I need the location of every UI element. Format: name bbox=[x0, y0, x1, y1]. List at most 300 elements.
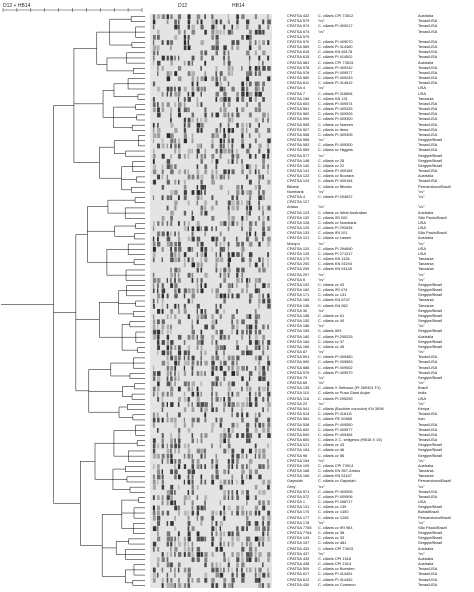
accession-name: "cv" bbox=[318, 307, 325, 313]
accession-id: CPATSA 136 bbox=[287, 302, 310, 308]
accession-origin: Texas/USA bbox=[418, 126, 438, 132]
accession-origin: Texas/USA bbox=[418, 111, 438, 117]
accession-id: CPATSA 141 bbox=[287, 168, 310, 174]
accession-name: C. ciliaris PI 409243 bbox=[318, 75, 353, 81]
accession-name: C. ciliaris PI 294637 bbox=[318, 193, 353, 199]
accession-name: C. ciliaris KN 51194 bbox=[318, 261, 352, 267]
accession-origin: Sergipe/Brazil bbox=[418, 162, 443, 168]
accession-id: CPATSA 171 bbox=[287, 292, 310, 298]
accession-name: C. ciliaris CPI 73512 bbox=[318, 13, 354, 18]
accession-origin: São Paulo/Brazil bbox=[418, 214, 447, 220]
accession-id: CPATSA 437 bbox=[287, 550, 310, 556]
accession-id: CPATSA 123 bbox=[287, 173, 310, 179]
accession-id: CPATSA 536 bbox=[287, 421, 310, 427]
accession-origin: USA bbox=[418, 85, 426, 91]
accession-origin: Tanzania bbox=[418, 473, 434, 479]
accession-id: CPATSA 121 bbox=[287, 442, 310, 448]
accession-id: CPATSA 439 bbox=[287, 555, 310, 561]
accession-origin: Australia bbox=[418, 333, 434, 339]
accession-name: C. ciliaris cv 1258 bbox=[318, 514, 349, 520]
accession-name: C. ciliaris cv Biloela bbox=[318, 183, 352, 189]
accession-origin: Texas/USA bbox=[418, 69, 438, 75]
accession-origin: Texas/USA bbox=[418, 369, 438, 375]
accession-id: CPATSA 157 bbox=[287, 540, 310, 546]
accession-name: C. ciliaris cv 33 bbox=[318, 535, 345, 541]
accession-name: C. ciliaris CPI 1518 bbox=[318, 555, 352, 561]
accession-name: C. ciliaris PI 409574 bbox=[318, 100, 353, 106]
accession-origin: Texas/USA bbox=[418, 142, 438, 148]
accession-id: CPATSA 578 bbox=[287, 64, 310, 70]
accession-name: C. ciliaris PI 316654 bbox=[318, 90, 353, 96]
accession-origin: Texas/USA bbox=[418, 18, 438, 24]
accession-id: CPATSA 612 bbox=[287, 576, 310, 582]
accession-id: CPATSA 558 bbox=[287, 131, 310, 137]
accession-origin: Australia bbox=[418, 561, 434, 567]
accession-id: CPATSA 133 bbox=[287, 230, 310, 236]
accession-name: C. ciliaris KN 557-Aridus bbox=[318, 468, 361, 474]
accession-name: C. ciliaris IRI 474 bbox=[318, 287, 348, 293]
accession-origin: Texas/USA bbox=[418, 75, 438, 81]
accession-id: CPATSA 580 bbox=[287, 75, 310, 81]
accession-origin: "cv" bbox=[418, 188, 425, 194]
accession-name: C. ciliaris PI 409583 bbox=[318, 359, 353, 365]
accession-origin: Texas/USA bbox=[418, 28, 438, 34]
accession-origin: Texas/USA bbox=[418, 54, 438, 60]
accession-name: C. ciliaris cv 22 bbox=[318, 162, 345, 168]
accession-name: C. ciliaris PI 409506 bbox=[318, 493, 353, 499]
accession-name: C. ciliaris cv Pusa Giant Anjan bbox=[318, 390, 370, 396]
accession-origin: "cv" bbox=[418, 483, 425, 489]
accession-name: C. ciliaris PI 416111 bbox=[318, 411, 353, 417]
accession-id: CPATSA 156 bbox=[287, 95, 310, 101]
accession-id: CPATSA 509 bbox=[287, 566, 310, 572]
accession-id: CPATSA 158 bbox=[287, 312, 310, 318]
accession-name: C. ciliaris cv 1450 bbox=[318, 509, 349, 515]
accession-name: "cv" bbox=[318, 323, 325, 329]
accession-origin: Sergipe/Brazil bbox=[418, 442, 443, 448]
accession-id: CPATSA 168 bbox=[287, 468, 310, 474]
accession-name: C. ciliaris KN 131 bbox=[318, 95, 348, 101]
accession-id: CPATSA 570 bbox=[287, 38, 310, 44]
accession-id: CPATSA 165 bbox=[287, 297, 310, 303]
accession-name: "cv" bbox=[318, 374, 325, 380]
accession-id: CPATSA 615 bbox=[287, 49, 310, 55]
accession-name: "cv" bbox=[318, 18, 325, 24]
accession-origin: Australia bbox=[418, 209, 434, 215]
accession-origin: Texas/USA bbox=[418, 106, 438, 112]
accession-name: "cv" bbox=[318, 271, 325, 277]
accession-name: C. ciliaris cv llano bbox=[318, 126, 349, 132]
accession-origin: Sergipe/Brazil bbox=[418, 535, 443, 541]
accession-origin: Sergipe/Brazil bbox=[418, 287, 443, 293]
accession-name: C. ciliaris KN 1126 bbox=[318, 256, 350, 262]
accession-origin: Sergipe/Brazil bbox=[418, 504, 443, 510]
accession-name: C. ciliaris PI 409577 bbox=[318, 69, 353, 75]
accession-id: CPATSA 140 bbox=[287, 162, 310, 168]
accession-origin: Tanzania bbox=[418, 95, 434, 101]
accession-id: CPATSA 579 bbox=[287, 33, 310, 39]
accession-id: CPATSA 602 bbox=[287, 426, 310, 432]
accession-origin: Texas/USA bbox=[418, 147, 438, 153]
accession-name: C. ciliaris PI 409502 bbox=[318, 364, 353, 370]
accession-id: CPATSA 571 bbox=[287, 488, 310, 494]
accession-name: C. ciliaris cv 40 bbox=[318, 318, 345, 324]
accession-origin: Texas/USA bbox=[418, 178, 438, 184]
accession-origin: Tanzania bbox=[418, 297, 434, 303]
accession-id: Gayndah bbox=[287, 478, 303, 484]
accession-name: "cv" bbox=[318, 152, 325, 158]
accession-name: C. ciliaris PI 409464 bbox=[318, 431, 353, 437]
lane-header-d12: D12 bbox=[178, 3, 188, 9]
accession-origin: Australia bbox=[418, 462, 434, 468]
accession-origin: "cv" bbox=[418, 457, 425, 463]
accession-origin: Texas/USA bbox=[418, 581, 438, 587]
accession-origin: Tanzania bbox=[418, 302, 434, 308]
accession-id: CPATSA 182 bbox=[287, 287, 310, 293]
scale-label: D12 + HB14 bbox=[3, 3, 31, 9]
accession-origin: USA bbox=[418, 90, 426, 96]
accession-origin: Texas/USA bbox=[418, 23, 438, 29]
accession-id: CPATSA 159 bbox=[287, 328, 310, 334]
accession-name: C. ciliaris cv 56 bbox=[318, 452, 345, 458]
accession-name: C. ciliaris cv 46 bbox=[318, 447, 345, 453]
accession-name: C. ciliaris PE 00868 bbox=[318, 416, 352, 422]
accession-name: C. ciliaris CPI 73515 bbox=[318, 59, 354, 65]
accession-name: "cv" bbox=[318, 28, 325, 34]
accession-origin: USA bbox=[418, 245, 426, 251]
accession-origin: USA bbox=[418, 250, 426, 256]
accession-id: Grey bbox=[287, 483, 296, 489]
accession-name: C. ciliaris KN 51167 bbox=[318, 473, 352, 479]
accession-name: "cv" bbox=[318, 85, 325, 91]
accession-id: CPATSA 7765 bbox=[287, 524, 312, 530]
accession-origin: Texas/USA bbox=[418, 437, 438, 443]
accession-id: CPATSA 430 bbox=[287, 581, 310, 587]
accession-name: C. ciliaris cv Lawes bbox=[318, 235, 352, 241]
accession-origin: Sergipe/Brazil bbox=[418, 292, 443, 298]
accession-id: CPATSA 143 bbox=[287, 535, 310, 541]
accession-origin: Tanzania bbox=[418, 266, 434, 272]
accession-name: C. ciliaris cv 139 bbox=[318, 504, 347, 510]
accession-name: "cv" bbox=[318, 400, 325, 406]
accession-origin: São Paulo/Brazil bbox=[418, 230, 447, 236]
accession-id: CPATSA 205 bbox=[287, 266, 310, 272]
accession-id: CPATSA 559 bbox=[287, 147, 310, 153]
accession-name: C. ciliaris CPI 73915 bbox=[318, 545, 354, 551]
accession-name: C. ciliaris cv Higgins bbox=[318, 147, 353, 153]
accession-id: CPATSA 514 bbox=[287, 411, 310, 417]
accession-origin: Australia bbox=[418, 545, 434, 551]
accession-origin: Sergipe/Brazil bbox=[418, 137, 443, 143]
accession-name: C. ciliaris PI 295259 bbox=[318, 395, 353, 401]
accession-id: CPATSA 438 bbox=[287, 561, 310, 567]
accession-id: CPATSA 79 bbox=[287, 374, 308, 380]
accession-name: "cv" bbox=[318, 457, 325, 463]
accession-origin: Texas/USA bbox=[418, 576, 438, 582]
accession-id: CPATSA 186 bbox=[287, 323, 310, 329]
accession-name: C. ciliaris 509 bbox=[318, 328, 342, 334]
accession-origin: Sergipe/Brazil bbox=[418, 281, 443, 287]
accession-name: C. ciliaris KN 6747 bbox=[318, 297, 351, 303]
accession-origin: Pernambuco/Brazil bbox=[418, 514, 451, 520]
accession-id: CPATSA 541 bbox=[287, 406, 310, 411]
accession-origin: Australia bbox=[418, 555, 434, 561]
lane-header-hb14: HB14 bbox=[232, 3, 245, 9]
accession-origin: Australia bbox=[418, 13, 434, 18]
accession-name: C. ciliaris cv 43 bbox=[318, 442, 345, 448]
accession-id: CPATSA 5 bbox=[287, 276, 306, 282]
accession-name: C. ciliaris cv Gayndah bbox=[318, 478, 356, 484]
accession-origin: "cv" bbox=[418, 323, 425, 329]
accession-id: CPATSA 572 bbox=[287, 493, 310, 499]
accession-origin: Sergipe/Brazil bbox=[418, 530, 443, 536]
accession-id: CPATSA 154 bbox=[287, 457, 310, 463]
accession-id: CPATSA 603 bbox=[287, 100, 310, 106]
accession-id: Biloela bbox=[287, 183, 299, 189]
accession-id: CPATSA 65 bbox=[287, 380, 308, 386]
accession-id: Numbank bbox=[287, 188, 304, 194]
accession-id: CPATSA 556 bbox=[287, 137, 310, 143]
accession-origin: Texas/USA bbox=[418, 426, 438, 432]
accession-origin: Texas/USA bbox=[418, 411, 438, 417]
accession-id: CPATSA 600 bbox=[287, 437, 310, 443]
accession-name: C. ciliaris X C. setigerus (HB18 X 15) bbox=[318, 437, 382, 443]
accession-id: CPATSA 125 bbox=[287, 250, 310, 256]
accession-name: C. ciliaris PI 414612 bbox=[318, 80, 353, 86]
accession-id: CPATSA 22 bbox=[287, 400, 308, 406]
accession-name: C. ciliaris PI 292634 bbox=[318, 225, 353, 231]
accession-id: CPATSA 170 bbox=[287, 509, 310, 515]
accession-name: C. ciliaris cv 37 bbox=[318, 338, 345, 344]
accession-id: CPATSA 574 bbox=[287, 28, 310, 34]
accession-origin: USA bbox=[418, 499, 426, 505]
accession-id: CPATSA 128 bbox=[287, 219, 310, 225]
accession-id: CPATSA 160 bbox=[287, 333, 310, 339]
accession-id: CPATSA 591 bbox=[287, 354, 310, 360]
accession-id: CPATSA 7764 bbox=[287, 530, 312, 536]
accession-name: "cv" bbox=[318, 240, 325, 246]
accession-name: C. ciliaris IRI 101 bbox=[318, 230, 348, 236]
accession-name: C. ciliaris PI 409570 bbox=[318, 369, 353, 375]
accession-origin: Sergipe/Brazil bbox=[418, 374, 443, 380]
accession-origin: Texas/USA bbox=[418, 571, 438, 577]
accession-origin: Sergipe/Brazil bbox=[418, 157, 443, 163]
accession-name: "cv" bbox=[318, 137, 325, 143]
accession-id: CPATSA 576 bbox=[287, 69, 310, 75]
accession-origin: "cv" bbox=[418, 519, 425, 525]
accession-id: CPATSA 110 bbox=[287, 390, 310, 396]
accession-name: C. ciliaris cv 61 bbox=[318, 312, 345, 318]
accession-name: "cv" bbox=[318, 188, 325, 194]
accession-origin: Bahia/Brazil bbox=[418, 509, 439, 515]
accession-name: C. ciliaris IRI 000 bbox=[318, 214, 348, 220]
accession-name: "cv" bbox=[318, 483, 325, 489]
accession-id: CPATSA 98 bbox=[287, 452, 308, 458]
accession-name: C. ciliaris PI 414460 bbox=[318, 44, 353, 50]
accession-origin: "cv" bbox=[418, 193, 425, 199]
accession-origin: Tanzania bbox=[418, 468, 434, 474]
accession-origin: Sergipe/Brazil bbox=[418, 540, 443, 546]
accession-id: CPATSA 30 bbox=[287, 307, 308, 313]
accession-id: CPATSA 130 bbox=[287, 318, 310, 324]
accession-name: C. ciliaris PI 409300 bbox=[318, 116, 353, 122]
accession-origin: Texas/USA bbox=[418, 488, 438, 494]
accession-id: CPATSA 574 bbox=[287, 23, 310, 29]
accession-name: C. ciliaris PI 409164 bbox=[318, 178, 353, 184]
accession-id: CPATSA 123 bbox=[287, 209, 310, 215]
accession-id: CPATSA 124 bbox=[287, 178, 310, 184]
accession-name: C. ciliaris PI 414452 bbox=[318, 576, 353, 582]
accession-name: C. ciliaris KN 562 bbox=[318, 302, 348, 308]
accession-origin: Texas/USA bbox=[418, 44, 438, 50]
accession-id: CPATSA 166 bbox=[287, 343, 310, 349]
accession-origin: Texas/USA bbox=[418, 121, 438, 127]
accession-origin: Australia bbox=[418, 173, 434, 179]
accession-name: C. ciliaris PI 409325 bbox=[318, 106, 353, 112]
accession-origin: Pernambuco/Brazil bbox=[418, 183, 451, 189]
accession-name: C. ciliaris PI 409217 bbox=[318, 23, 353, 29]
accession-name: C. ciliaris PI 409460 bbox=[318, 354, 353, 360]
accession-origin: Texas/USA bbox=[418, 493, 438, 499]
accession-name: "cv" bbox=[318, 550, 325, 556]
accession-name: "cv" bbox=[318, 276, 325, 282]
accession-id: CPATSA 207 bbox=[287, 271, 310, 277]
accession-id: CPATSA 4 bbox=[287, 85, 306, 91]
accession-name: C. ciliaris cv 131 bbox=[318, 292, 347, 298]
accession-id: CPATSA 433 bbox=[287, 545, 310, 551]
accession-origin: Texas/USA bbox=[418, 168, 438, 174]
accession-id: CPATSA 192 bbox=[287, 281, 310, 287]
accession-name: C. ciliaris cv 481 bbox=[318, 540, 347, 546]
accession-id: CPATSA 164 bbox=[287, 338, 310, 344]
accession-origin: "cv" bbox=[418, 240, 425, 246]
accession-name: C. ciliaris cv Boerden bbox=[318, 566, 355, 572]
accession-origin: Sergipe/Brazil bbox=[418, 452, 443, 458]
accession-name: C. ciliaris PI 268717 bbox=[318, 499, 353, 505]
accession-name: C. ciliaris cv West Australian bbox=[318, 209, 367, 215]
accession-id: Molopo bbox=[287, 240, 300, 246]
accession-origin: Texas/USA bbox=[418, 38, 438, 44]
accession-name: C. ciliaris PI 409305 bbox=[318, 131, 353, 137]
accession-id: CPATSA 599 bbox=[287, 116, 310, 122]
accession-name: C. ciliaris cv Numbank bbox=[318, 219, 357, 225]
accession-name: C. ciliaris cv 28 bbox=[318, 157, 345, 163]
accession-id: CPATSA 553 bbox=[287, 142, 310, 148]
accession-name: C. ciliaris PI 294690 bbox=[318, 245, 353, 251]
accession-name: C. ciliaris cv Boorara bbox=[318, 173, 354, 179]
accession-origin: "cv" bbox=[418, 400, 425, 406]
accession-name: C. ciliaris PI 271217 bbox=[318, 250, 353, 256]
accession-name: C. ciliaris PI 409164 bbox=[318, 168, 353, 174]
accession-id: CPATSA 579 bbox=[287, 18, 310, 24]
accession-origin: Tanzania bbox=[418, 261, 434, 267]
accession-name: C. ciliaris PI 409070 bbox=[318, 38, 353, 44]
accession-name: C. ciliaris KN 65178 bbox=[318, 49, 353, 55]
accession-origin: Texas/USA bbox=[418, 566, 438, 572]
accession-name: C. ciliaris cv Common bbox=[318, 581, 356, 587]
accession-origin: Sergipe/Brazil bbox=[418, 318, 443, 324]
accession-origin: Texas/USA bbox=[418, 131, 438, 137]
accession-id: CPATSA 132 bbox=[287, 214, 310, 220]
accession-name: C. ciliaris CPI 73914 bbox=[318, 462, 354, 468]
accession-id: CPATSA 7 bbox=[287, 90, 306, 96]
accession-id: CPATSA 87 bbox=[287, 349, 308, 355]
accession-name: C. ciliaris cv 38 bbox=[318, 530, 345, 536]
accession-id: CPATSA 590 bbox=[287, 359, 310, 365]
accession-origin: USA bbox=[418, 395, 426, 401]
accession-origin: USA bbox=[418, 225, 426, 231]
accession-id: CPATSA 505 bbox=[287, 121, 310, 127]
accession-origin: Texas/USA bbox=[418, 100, 438, 106]
accession-id: CPATSA 562 bbox=[287, 111, 310, 117]
accession-name: C. ciliaris X Setivoso (PI 269401 F1) bbox=[318, 385, 381, 391]
accession-id: CPATSA 432 bbox=[287, 13, 310, 18]
accession-origin: Sergipe/Brazil bbox=[418, 307, 443, 313]
accession-origin: Texas/USA bbox=[418, 64, 438, 70]
accession-origin: Tanzania bbox=[418, 256, 434, 262]
accession-origin: Australia bbox=[418, 59, 434, 65]
accession-origin: "cv" bbox=[418, 550, 425, 556]
accession-origin: "cv" bbox=[418, 380, 425, 386]
accession-id: CPATSA 177 bbox=[287, 514, 310, 520]
accession-origin: "cv" bbox=[418, 349, 425, 355]
accession-origin: Texas/USA bbox=[418, 359, 438, 365]
accession-origin: "cv" bbox=[418, 276, 425, 282]
accession-id: CPATSA 121 bbox=[287, 235, 310, 241]
accession-id: CPATSA 600 bbox=[287, 431, 310, 437]
accession-name: "cv" bbox=[318, 519, 325, 525]
accession-id: CPATSA 127 bbox=[287, 199, 310, 205]
accession-id: CPATSA 581 bbox=[287, 59, 310, 65]
accession-name: C. ciliaris PI 409300 bbox=[318, 142, 353, 148]
accession-origin: Sergipe/Brazil bbox=[418, 312, 443, 318]
accession-origin: Texas/USA bbox=[418, 116, 438, 122]
accession-id: CPATSA 1 bbox=[287, 499, 306, 505]
accession-name: C. ciliaris (Buchloe concolor) KN 3008 bbox=[318, 406, 384, 411]
accession-id: CPATSA 135 bbox=[287, 385, 310, 391]
accession-name: "cv" bbox=[318, 204, 325, 210]
accession-name: "cv" bbox=[318, 349, 325, 355]
accession-origin: Sergipe/Brazil bbox=[418, 328, 443, 334]
accession-name: C. ciliaris PI 414502 bbox=[318, 54, 353, 60]
accession-id: CPATSA 577 bbox=[287, 152, 310, 158]
accession-origin: Texas/USA bbox=[418, 421, 438, 427]
accession-origin: Texas/USA bbox=[418, 354, 438, 360]
accession-id: CPATSA 170 bbox=[287, 256, 310, 262]
accession-id: CPATSA 200 bbox=[287, 261, 310, 267]
accession-origin: Texas/USA bbox=[418, 364, 438, 370]
accession-name: C. ciliaris PI 409505 bbox=[318, 488, 353, 494]
accession-name: C. ciliaris PI 295225 bbox=[318, 333, 353, 339]
accession-id: CPATSA 564 bbox=[287, 416, 310, 422]
accession-id: CPATSA 148 bbox=[287, 157, 310, 163]
accession-origin: "cv" bbox=[418, 204, 425, 210]
accession-origin: Kenya bbox=[418, 406, 430, 411]
accession-origin: Australia bbox=[418, 235, 434, 241]
accession-name: C. ciliaris PI 409577 bbox=[318, 426, 353, 432]
accession-id: CPATSA 561 bbox=[287, 106, 310, 112]
accession-id: CPATSA 109 bbox=[287, 462, 310, 468]
accession-origin: Pernambuco/Brazil bbox=[418, 478, 451, 484]
accession-name: C. ciliaris cv 43 bbox=[318, 281, 345, 287]
accession-name: C. ciliaris PI 414451 bbox=[318, 571, 353, 577]
accession-origin: Texas/USA bbox=[418, 431, 438, 437]
accession-id: CPATSA 131 bbox=[287, 504, 310, 510]
accession-name: "cv" bbox=[318, 380, 325, 386]
accession-id: CPATSA 611 bbox=[287, 80, 310, 86]
accession-name: C. ciliaris PI 409550 bbox=[318, 421, 353, 427]
accession-origin: Sergipe/Brazil bbox=[418, 343, 443, 349]
